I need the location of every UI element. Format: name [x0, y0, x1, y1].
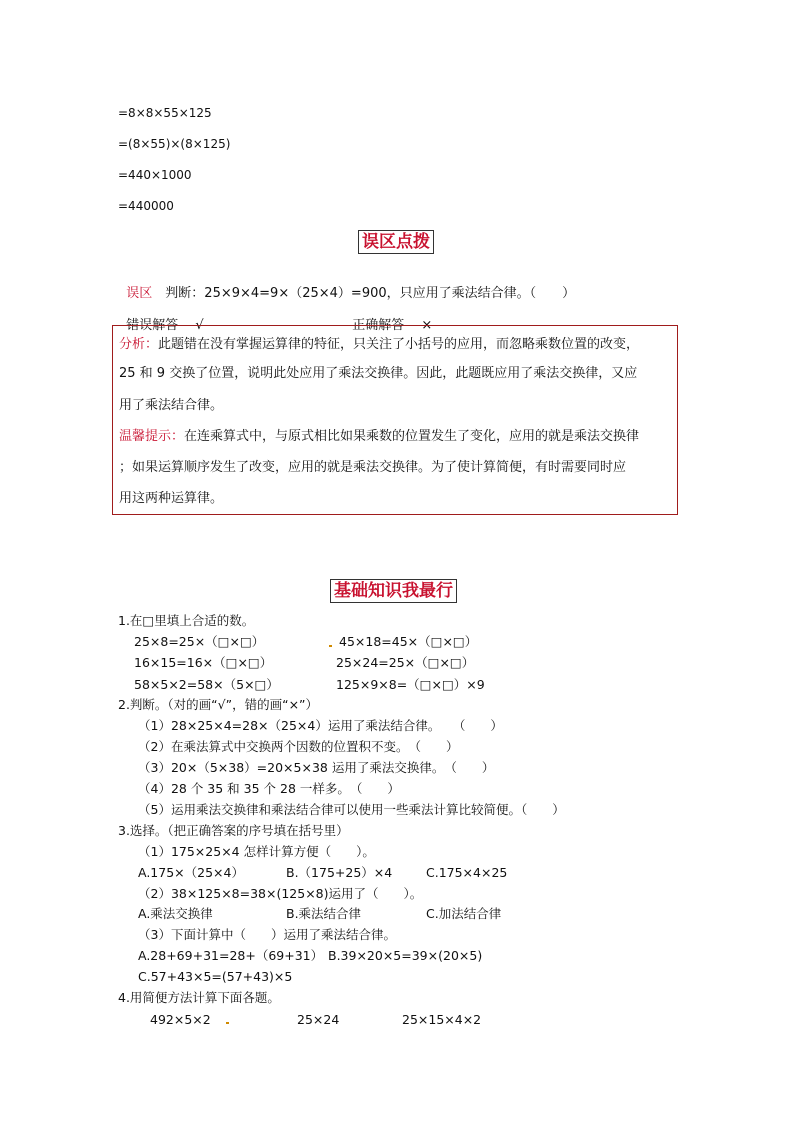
q3-sub2-option-c: C.加法结合律 [426, 906, 502, 921]
q1-row3-right: 125×9×8=（□×□）×9 [336, 677, 485, 692]
analysis-box [112, 325, 678, 515]
q1-row1-right: 45×18=45×（□×□） [339, 634, 478, 649]
q3-sub1-option-b: B.（175+25）×4 [286, 865, 393, 880]
q3-sub2-option-a: A.乘法交换律 [138, 906, 213, 921]
mistake-statement: 判断：25×9×4=9×（25×4）=900，只应用了乘法结合律。（ ） [165, 286, 576, 301]
wrong-answer-mark: √ [195, 318, 204, 333]
tip-line-2: ；如果运算顺序发生了改变，应用的就是乘法交换律。为了使计算简便，有时需要同时应 [119, 460, 627, 475]
q3-sub2: （2）38×125×8=38×(125×8)运用了（ ）。 [138, 886, 423, 901]
q4-item-3: 25×15×4×2 [402, 1012, 482, 1027]
q1-row2-left: 16×15=16×（□×□） [134, 655, 273, 670]
q1-row1-left: 25×8=25×（□×□） [134, 634, 265, 649]
analysis-text-1: 此题错在没有掌握运算律的特征，只关注了小括号的应用，而忽略乘数位置的改变， [158, 337, 640, 352]
mistake-statement-row [118, 270, 575, 302]
q1-row2-right: 25×24=25×（□×□） [336, 655, 475, 670]
q2-item-5: （5）运用乘法交换律和乘法结合律可以使用一些乘法计算比较简便。（ ） [138, 802, 565, 817]
stray-dot-mark [329, 645, 332, 647]
q3-sub3-option-c: C.57+43×5=(57+43)×5 [138, 969, 293, 984]
q3-title: 3.选择。（把正确答案的序号填在括号里） [118, 823, 349, 838]
wrong-answer-label: 错误解答 [126, 318, 179, 333]
q4-title: 4.用简便方法计算下面各题。 [118, 990, 280, 1005]
q2-item-3: （3）20×（5×38）=20×5×38 运用了乘法交换律。 （ ） [138, 760, 495, 775]
q3-sub3: （3）下面计算中（ ）运用了乘法结合律。 [138, 927, 396, 942]
q3-sub1: （1）175×25×4 怎样计算方便（ ）。 [138, 844, 375, 859]
q1-title: 1.在□里填上合适的数。 [118, 613, 255, 628]
tip-line-3: 用这两种运算律。 [119, 491, 224, 506]
analysis-label: 分析： [119, 337, 159, 352]
q2-item-4: （4）28 个 35 和 35 个 28 一样多。 （ ） [138, 781, 400, 796]
q1-row3-left: 58×5×2=58×（5×□） [134, 677, 279, 692]
q4-item-2: 25×24 [297, 1012, 340, 1027]
q4-item-1: 492×5×2 [150, 1012, 211, 1027]
q3-sub2-option-b: B.乘法结合律 [286, 906, 362, 921]
tip-line-1 [119, 429, 639, 445]
q2-item-1: （1）28×25×4=28×（25×4）运用了乘法结合律。 （ ） [138, 718, 503, 733]
tip-text-1: 在连乘算式中，与原式相比如果乘数的位置发生了变化，应用的就是乘法交换律 [184, 429, 640, 444]
right-answer-mark: × [421, 318, 433, 333]
q3-sub3-option-a: A.28+69+31=28+（69+31） [138, 948, 324, 963]
stray-dot-mark-2 [226, 1022, 229, 1024]
q3-sub3-option-b: B.39×20×5=39×(20×5) [328, 948, 483, 963]
q2-item-2: （2）在乘法算式中交换两个因数的位置积不变。 （ ） [138, 739, 459, 754]
calc-line-4: =440000 [118, 199, 174, 213]
calc-line-2: =(8×55)×(8×125) [118, 137, 231, 151]
analysis-line-2: 25 和 9 交换了位置，说明此处应用了乘法交换律。因此，此题既应用了乘法交换律，又应 [119, 366, 638, 381]
q2-title: 2.判断。（对的画“√”，错的画“×”） [118, 697, 319, 712]
q3-sub1-option-a: A.175×（25×4） [138, 865, 244, 880]
section-title-mistakes: 误区点拨 [358, 230, 434, 254]
calc-line-3: =440×1000 [118, 168, 192, 182]
analysis-line-3: 用了乘法结合律。 [119, 398, 224, 413]
right-answer-label: 正确解答 [352, 318, 405, 333]
analysis-line-1 [119, 337, 639, 353]
tip-label: 温馨提示： [119, 429, 185, 444]
mistake-label: 误区 [126, 286, 153, 301]
q3-sub1-option-c: C.175×4×25 [426, 865, 508, 880]
calc-line-1: =8×8×55×125 [118, 106, 212, 120]
section-title-basics: 基础知识我最行 [330, 579, 457, 603]
